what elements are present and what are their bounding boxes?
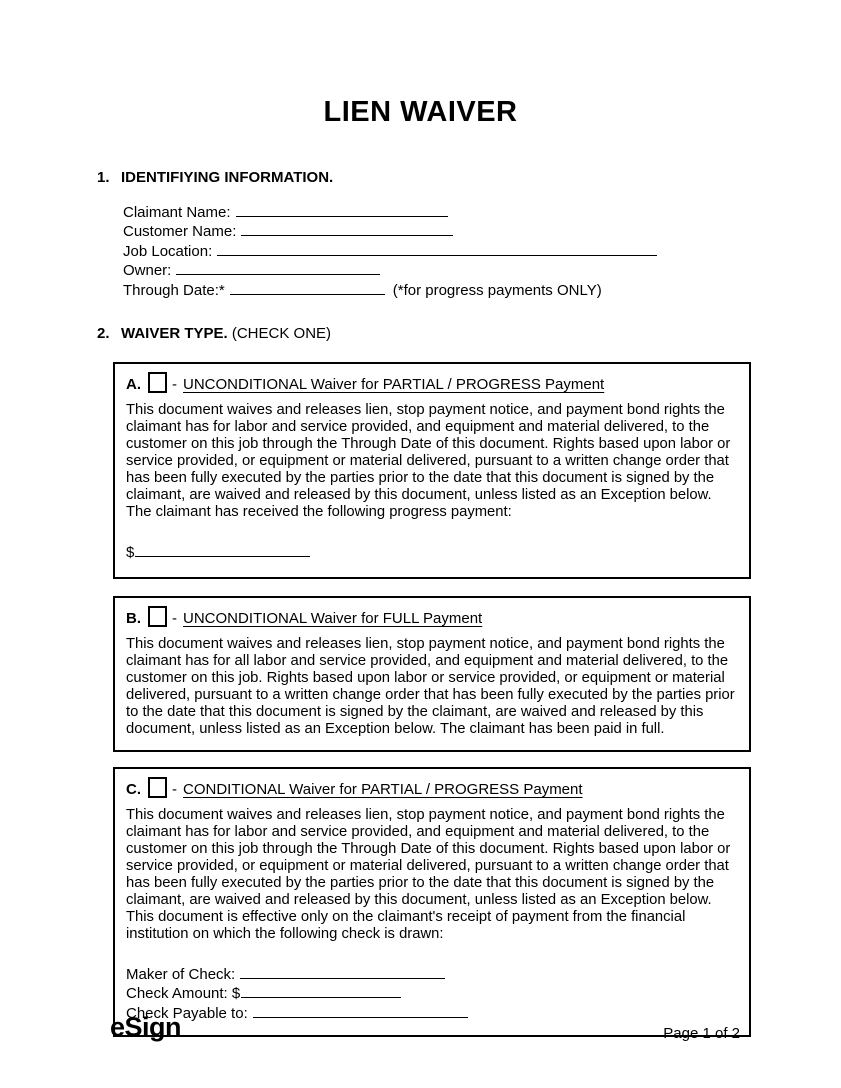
waiver-c-title: CONDITIONAL Waiver for PARTIAL / PROGRESS Payment (183, 781, 583, 799)
waiver-box-b (113, 596, 751, 752)
maker-of-check-label: Maker of Check: (126, 966, 236, 984)
identifying-fields (123, 203, 841, 300)
dollar-sign-label: $ (126, 544, 135, 562)
waiver-a-amount-row (126, 543, 738, 565)
waiver-a-body: This document waives and releases lien, stop payment notice, and payment bond rights the claimant has for labor and service provided, and equipment and material delivered, to the customer on this job through the Through Date of this document. Rights based upon labor or service provided, or equipment or material delivered, pursuant to a written change order that has been fully executed by the parties prior to the date that this document is signed by the claimant, are waived and released by this document, unless listed as an Exception below. The claimant has received the following progress payment: (126, 402, 731, 521)
waiver-b-header (126, 606, 738, 629)
section-1-title: IDENTIFIYING INFORMATION. (121, 169, 334, 186)
check-amount-label: Check Amount: $ (126, 985, 241, 1003)
checkbox-b[interactable] (148, 606, 167, 627)
check-payable-to-label: Check Payable to: (126, 1004, 248, 1022)
through-date-row (123, 281, 841, 300)
page-title: LIEN WAIVER (323, 96, 518, 128)
esign-logo: eSign (110, 1012, 182, 1042)
waiver-box-a (113, 362, 751, 579)
waiver-b-dash: - (172, 610, 177, 628)
waiver-a-title: UNCONDITIONAL Waiver for PARTIAL / PROGRESS Payment (183, 376, 605, 394)
job-location-input[interactable] (217, 242, 657, 256)
claimant-name-input[interactable] (236, 203, 448, 217)
page-footer (110, 1014, 740, 1041)
owner-row (123, 261, 841, 280)
check-amount-row (126, 984, 738, 1003)
owner-input[interactable] (176, 261, 380, 275)
section-2-heading (97, 325, 841, 342)
through-date-note: (*for progress payments ONLY) (392, 281, 602, 299)
through-date-input[interactable] (230, 281, 385, 295)
section-2-note: (CHECK ONE) (231, 325, 332, 343)
job-location-row (123, 242, 841, 261)
waiver-b-letter: B. (126, 610, 141, 628)
claimant-name-label: Claimant Name: (123, 204, 231, 221)
customer-name-input[interactable] (241, 222, 453, 236)
waiver-c-letter: C. (126, 781, 141, 799)
waiver-box-c (113, 767, 751, 1037)
waiver-a-letter: A. (126, 376, 141, 394)
check-amount-input[interactable] (241, 984, 401, 998)
owner-label: Owner: (123, 262, 172, 280)
checkbox-c[interactable] (148, 777, 167, 798)
job-location-label: Job Location: (123, 242, 213, 260)
claimant-name-row (123, 203, 841, 222)
waiver-a-header (126, 372, 738, 395)
customer-name-label: Customer Name: (123, 223, 237, 241)
page-number: Page 1 of 2 (663, 1025, 740, 1042)
waiver-a-dash: - (172, 376, 177, 394)
section-1-number: 1. (97, 169, 110, 186)
progress-payment-amount-input[interactable] (135, 543, 310, 557)
maker-of-check-row (126, 965, 738, 984)
waiver-b-body: This document waives and releases lien, stop payment notice, and payment bond rights the claimant has for all labor and service provided, and equipment and material delivered, to the customer on this job. Rights based upon labor or service provided, or equipment or material delivered, pursuant to a written change order that has been fully executed by the parties prior to the date that this document is signed by the claimant, are waived and released by this document, unless listed as an Exception below. The claimant has been paid in full. (126, 636, 735, 738)
checkbox-a[interactable] (148, 372, 167, 393)
maker-of-check-input[interactable] (240, 965, 445, 979)
waiver-c-body: This document waives and releases lien, stop payment notice, and payment bond rights the claimant has for labor and service provided, and equipment and material delivered, to the customer on this job through the Through Date of this document. Rights based upon labor or service provided, or equipment or material delivered, pursuant to a written change order that has been fully executed by the parties prior to the date that this document is signed by the claimant, are waived and released by this document, unless listed as an Exception below. This document is effective only on the claimant's receipt of payment from the financial institution on which the following check is drawn: (126, 807, 731, 943)
waiver-c-dash: - (172, 781, 177, 799)
section-1-heading (97, 169, 841, 186)
waiver-b-title: UNCONDITIONAL Waiver for FULL Payment (183, 610, 483, 628)
section-2-title: WAIVER TYPE. (121, 325, 228, 343)
customer-name-row (123, 222, 841, 241)
section-2-number: 2. (97, 325, 110, 343)
through-date-label: Through Date:* (123, 281, 225, 299)
waiver-c-header (126, 777, 738, 800)
